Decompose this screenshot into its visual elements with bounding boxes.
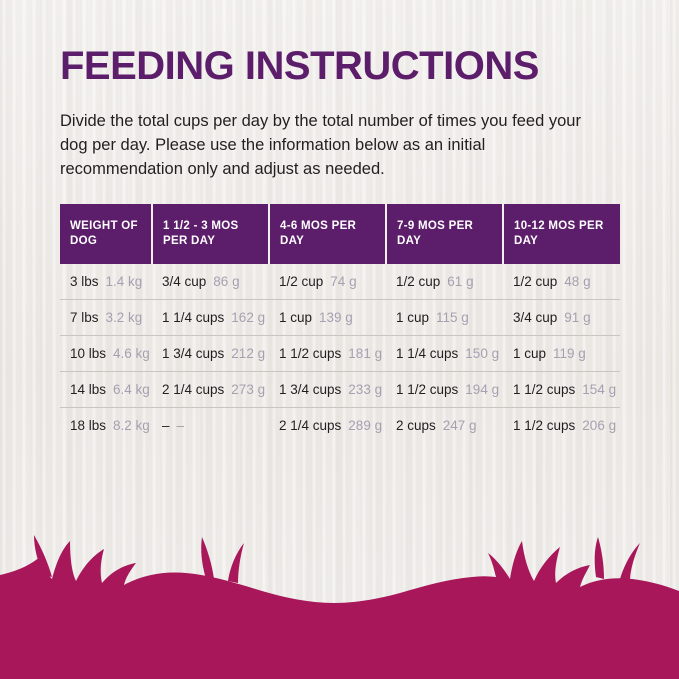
feeding-cell [386, 264, 503, 300]
cups-value: 2 1/4 cups [279, 417, 342, 433]
column-header-age-2: 4-6 MOS PER DAY [269, 204, 386, 264]
cups-value: 1 cup [513, 345, 547, 361]
grams-value: 154 g [582, 381, 617, 397]
grams-value: 162 g [231, 309, 266, 325]
feeding-cell [269, 407, 386, 443]
grams-value: 115 g [436, 309, 469, 325]
grams-value: 212 g [231, 345, 266, 361]
feeding-cell [152, 299, 269, 335]
feeding-cell [269, 264, 386, 300]
weight-lbs: 14 lbs [70, 381, 107, 397]
feeding-cell [386, 371, 503, 407]
table-row [60, 299, 620, 335]
column-header-age-3: 7-9 MOS PER DAY [386, 204, 503, 264]
table-header [60, 204, 620, 264]
table-body [60, 264, 620, 443]
cups-value: 1/2 cup [513, 273, 558, 289]
cups-value: 1 cup [396, 309, 430, 325]
weight-kg: 4.6 kg [113, 345, 150, 361]
grams-value: 194 g [465, 381, 500, 397]
cups-value: 1 1/2 cups [513, 417, 576, 433]
cups-value: 2 1/4 cups [162, 381, 225, 397]
feeding-cell [386, 335, 503, 371]
grams-value: 206 g [582, 417, 617, 433]
feeding-cell [503, 371, 620, 407]
weight-kg: 1.4 kg [105, 273, 143, 289]
page-title: FEEDING INSTRUCTIONS [60, 44, 539, 88]
grams-value: 91 g [564, 309, 591, 325]
feeding-cell [503, 335, 620, 371]
grams-value: 181 g [348, 345, 383, 361]
feeding-cell [269, 299, 386, 335]
table-row [60, 335, 620, 371]
grams-value: 48 g [564, 273, 591, 289]
table-row [60, 371, 620, 407]
grams-value: 74 g [330, 273, 357, 289]
table-header-row [60, 204, 620, 264]
cups-value: 1 1/4 cups [162, 309, 225, 325]
cups-value: 1/2 cup [279, 273, 324, 289]
grams-value: 247 g [442, 417, 477, 433]
feeding-cell [152, 335, 269, 371]
weight-cell [60, 299, 152, 335]
cups-value: 1 1/4 cups [396, 345, 459, 361]
grams-value: 119 g [553, 345, 586, 361]
feeding-cell [269, 335, 386, 371]
column-header-weight: WEIGHT OF DOG [60, 204, 152, 264]
cups-value: 1 1/2 cups [279, 345, 342, 361]
cups-value: 1 1/2 cups [396, 381, 459, 397]
weight-lbs: 3 lbs [70, 273, 99, 289]
feeding-cell [386, 299, 503, 335]
feeding-cell [269, 371, 386, 407]
column-header-age-1: 1 1/2 - 3 MOS PER DAY [152, 204, 269, 264]
cups-value: 1 3/4 cups [162, 345, 225, 361]
cups-value: 3/4 cup [513, 309, 558, 325]
cups-value: – [162, 417, 170, 433]
feeding-cell [152, 407, 269, 443]
table-row [60, 407, 620, 443]
grams-value: 289 g [348, 417, 383, 433]
feeding-cell [152, 371, 269, 407]
cups-value: 1 1/2 cups [513, 381, 576, 397]
weight-kg: 3.2 kg [105, 309, 143, 325]
weight-lbs: 7 lbs [70, 309, 99, 325]
feeding-table [60, 204, 620, 443]
weight-kg: 8.2 kg [113, 417, 150, 433]
intro-paragraph: Divide the total cups per day by the total number of times you feed your dog per day. Please use the information below as an initial recommendation only and adjust as needed. [60, 112, 581, 178]
cups-value: 3/4 cup [162, 273, 207, 289]
weight-cell [60, 335, 152, 371]
table-row [60, 264, 620, 300]
cups-value: 2 cups [396, 417, 436, 433]
grams-value: 61 g [447, 273, 474, 289]
cups-value: 1 cup [279, 309, 313, 325]
grams-value: 150 g [465, 345, 500, 361]
cups-value: 1 3/4 cups [279, 381, 342, 397]
feeding-cell [503, 299, 620, 335]
grams-value: – [176, 417, 185, 433]
weight-cell [60, 264, 152, 300]
feeding-cell [152, 264, 269, 300]
grass-silhouette-decoration [0, 479, 679, 679]
feeding-cell [503, 264, 620, 300]
weight-lbs: 10 lbs [70, 345, 107, 361]
weight-cell [60, 407, 152, 443]
weight-lbs: 18 lbs [70, 417, 107, 433]
feeding-cell [503, 407, 620, 443]
weight-kg: 6.4 kg [113, 381, 150, 397]
grams-value: 139 g [319, 309, 353, 325]
grams-value: 86 g [213, 273, 240, 289]
grams-value: 273 g [231, 381, 266, 397]
grams-value: 233 g [348, 381, 383, 397]
column-header-age-4: 10-12 MOS PER DAY [503, 204, 620, 264]
cups-value: 1/2 cup [396, 273, 441, 289]
feeding-cell [386, 407, 503, 443]
weight-cell [60, 371, 152, 407]
